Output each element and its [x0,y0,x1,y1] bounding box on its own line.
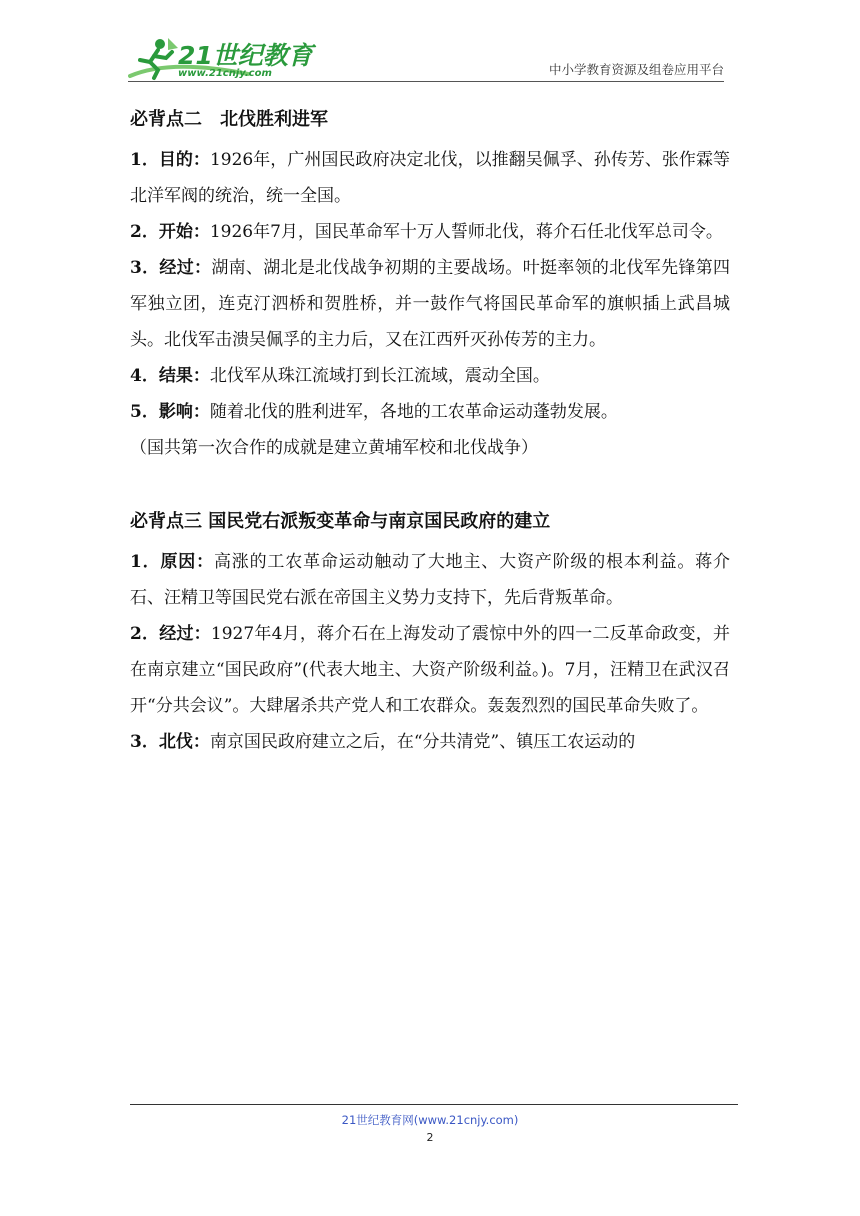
section-title: 必背点二 北伐胜利进军 [130,109,328,130]
header-divider [128,81,724,82]
list-item: 4．结果：北伐军从珠江流域打到长江流域，震动全国。 [130,366,550,386]
list-item: 3．经过：湖南、湖北是北伐战争初期的主要战场。叶挺率领的北伐军先锋第四军独立团，连克汀泗桥和贺胜桥，并一鼓作气将国民革命军的旗帜插上武昌城头。北伐军击溃吴佩孚的主力后，又在江西歼灭孙传芳的主力。 [130,258,730,350]
list-item: 2．经过：1927年4月，蒋介石在上海发动了震惊中外的四一二反革命政变，并在南京建立“国民政府”(代表大地主、大资产阶级利益。)。7月，汪精卫在武汉召开“分共会议”。大肆屠杀共产党人和工农群众。轰轰烈烈的国民革命失败了。 [130,624,730,716]
list-item: 1．目的：1926年，广州国民政府决定北伐，以推翻吴佩孚、孙传芳、张作霖等北洋军阀的统治，统一全国。 [130,150,730,206]
section-note: （国共第一次合作的成就是建立黄埔军校和北伐战争） [130,438,538,458]
platform-name: 中小学教育资源及组卷应用平台 [548,62,724,77]
footer-divider [130,1104,738,1105]
logo-text: 21世纪教育 [178,41,313,70]
list-item: 5．影响：随着北伐的胜利进军，各地的工农革命运动蓬勃发展。 [130,402,618,422]
footer-link[interactable]: 21世纪教育网(www.21cnjy.com) [341,1113,519,1127]
page-header [0,0,860,90]
logo-url: www.21cnjy.com [178,68,272,79]
list-item: 3．北伐：南京国民政府建立之后，在“分共清党”、镇压工农运动的 [130,732,636,752]
list-item: 1．原因：高涨的工农革命运动触动了大地主、大资产阶级的根本利益。蒋介石、汪精卫等国民党右派在帝国主义势力支持下，先后背叛革命。 [130,552,730,608]
section-title: 必背点三 国民党右派叛变革命与南京国民政府的建立 [130,511,551,532]
list-item: 2．开始：1926年7月，国民革命军十万人誓师北伐，蒋介石任北伐军总司令。 [130,222,723,242]
document-body [130,108,730,760]
page-number: 2 [426,1131,434,1144]
